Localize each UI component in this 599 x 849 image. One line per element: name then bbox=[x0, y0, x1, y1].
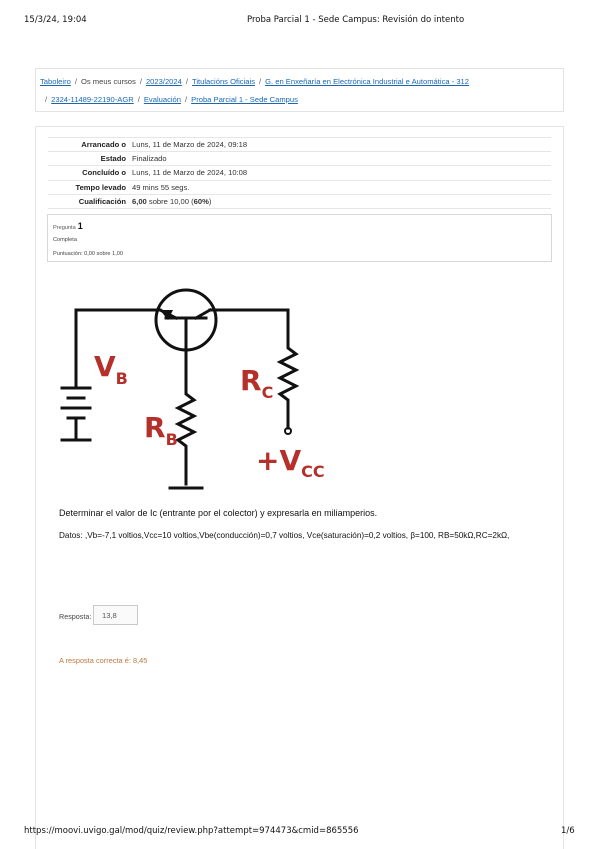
rb-resistor bbox=[178, 386, 194, 484]
summary-value: Finalizado bbox=[132, 154, 167, 164]
breadcrumb-evaluacion[interactable]: Evaluación bbox=[143, 95, 182, 104]
summary-value: 49 mins 55 segs. bbox=[132, 182, 190, 192]
breadcrumb-separator: / bbox=[137, 95, 140, 104]
print-datetime: 15/3/24, 19:04 bbox=[24, 15, 87, 25]
breadcrumb-line-1 bbox=[40, 77, 469, 86]
grade-mid: sobre 10,00 ( bbox=[146, 196, 194, 206]
correct-answer-feedback: A resposta correcta é: 8,45 bbox=[59, 656, 148, 665]
breadcrumb-taboleiro[interactable]: Taboleiro bbox=[40, 77, 71, 86]
question-text: Determinar el valor de Ic (entrante por el colector) y expresarla en miliamperios. bbox=[59, 508, 378, 518]
breadcrumb-line-2 bbox=[40, 95, 298, 104]
summary-row bbox=[48, 194, 551, 208]
breadcrumb-separator: / bbox=[74, 77, 77, 86]
attempt-summary-table bbox=[48, 137, 551, 209]
breadcrumb-quiz[interactable]: Proba Parcial 1 - Sede Campus bbox=[191, 95, 298, 104]
summary-label: Tempo levado bbox=[75, 182, 126, 192]
breadcrumb-separator: / bbox=[139, 77, 142, 86]
rc-resistor bbox=[280, 342, 296, 428]
summary-label: Cualificación bbox=[78, 196, 126, 206]
question-points: Puntuación: 0,00 sobre 1,00 bbox=[53, 251, 123, 257]
rb-label: $R_B$ bbox=[144, 411, 178, 449]
breadcrumb-separator: / bbox=[185, 95, 188, 104]
summary-label: Concluído o bbox=[82, 168, 126, 178]
grade-end: ) bbox=[208, 196, 212, 206]
print-url: https://moovi.uvigo.gal/mod/quiz/review.php?attempt=974473&cmid=865556 bbox=[24, 826, 359, 836]
response-label: Resposta: bbox=[59, 612, 92, 621]
breadcrumb-year[interactable]: 2023/2024 bbox=[145, 77, 182, 86]
vcc-terminal bbox=[285, 428, 291, 434]
breadcrumb bbox=[35, 68, 564, 112]
question-state: Completa bbox=[53, 237, 77, 243]
summary-label: Arrancado o bbox=[81, 140, 126, 150]
summary-row bbox=[48, 152, 551, 166]
vb-label: $V_B$ bbox=[94, 350, 128, 388]
question-data: Datos: ,Vb=-7,1 voltios,Vcc=10 voltios,Vbe(conducción)=0,7 voltios, Vce(saturación)=0,2 voltios, β=100, RB=50kΩ,RC=2kΩ, bbox=[59, 531, 510, 540]
breadcrumb-degree[interactable]: G. en Enxeñaría en Electrónica Industrial e Automática - 312 bbox=[265, 77, 470, 86]
grade-value bbox=[132, 194, 551, 208]
question-label: Pregunta bbox=[53, 225, 76, 231]
question-number bbox=[53, 221, 83, 231]
bjt-circuit-diagram bbox=[60, 280, 340, 495]
question-info-box bbox=[47, 214, 552, 262]
breadcrumb-separator: / bbox=[185, 77, 188, 86]
grade-score: 6,00 bbox=[132, 196, 147, 206]
summary-value: Luns, 11 de Marzo de 2024, 10:08 bbox=[132, 168, 248, 178]
breadcrumb-course[interactable]: 2324-11489-22190-AGR bbox=[51, 95, 134, 104]
print-page-number: 1/6 bbox=[561, 826, 575, 836]
rc-label: $R_C$ bbox=[240, 364, 274, 402]
breadcrumb-os-meus-cursos: Os meus cursos bbox=[80, 77, 136, 86]
rc-top-wire bbox=[210, 310, 288, 342]
question-number-value: 1 bbox=[77, 221, 83, 231]
print-title: Proba Parcial 1 - Sede Campus: Revisión do intento bbox=[247, 15, 465, 25]
summary-row bbox=[48, 180, 551, 194]
summary-label: Estado bbox=[100, 154, 126, 164]
summary-value: Luns, 11 de Marzo de 2024, 09:18 bbox=[132, 140, 248, 150]
breadcrumb-titulacions[interactable]: Titulacións Oficiais bbox=[191, 77, 255, 86]
summary-row bbox=[48, 166, 551, 180]
breadcrumb-separator: / bbox=[259, 77, 262, 86]
breadcrumb-separator: / bbox=[45, 95, 48, 104]
vcc-label: $+V_{CC}$ bbox=[256, 444, 325, 481]
summary-row bbox=[48, 138, 551, 152]
grade-percent: 60% bbox=[193, 196, 209, 206]
response-input[interactable]: 13,8 bbox=[93, 605, 138, 625]
